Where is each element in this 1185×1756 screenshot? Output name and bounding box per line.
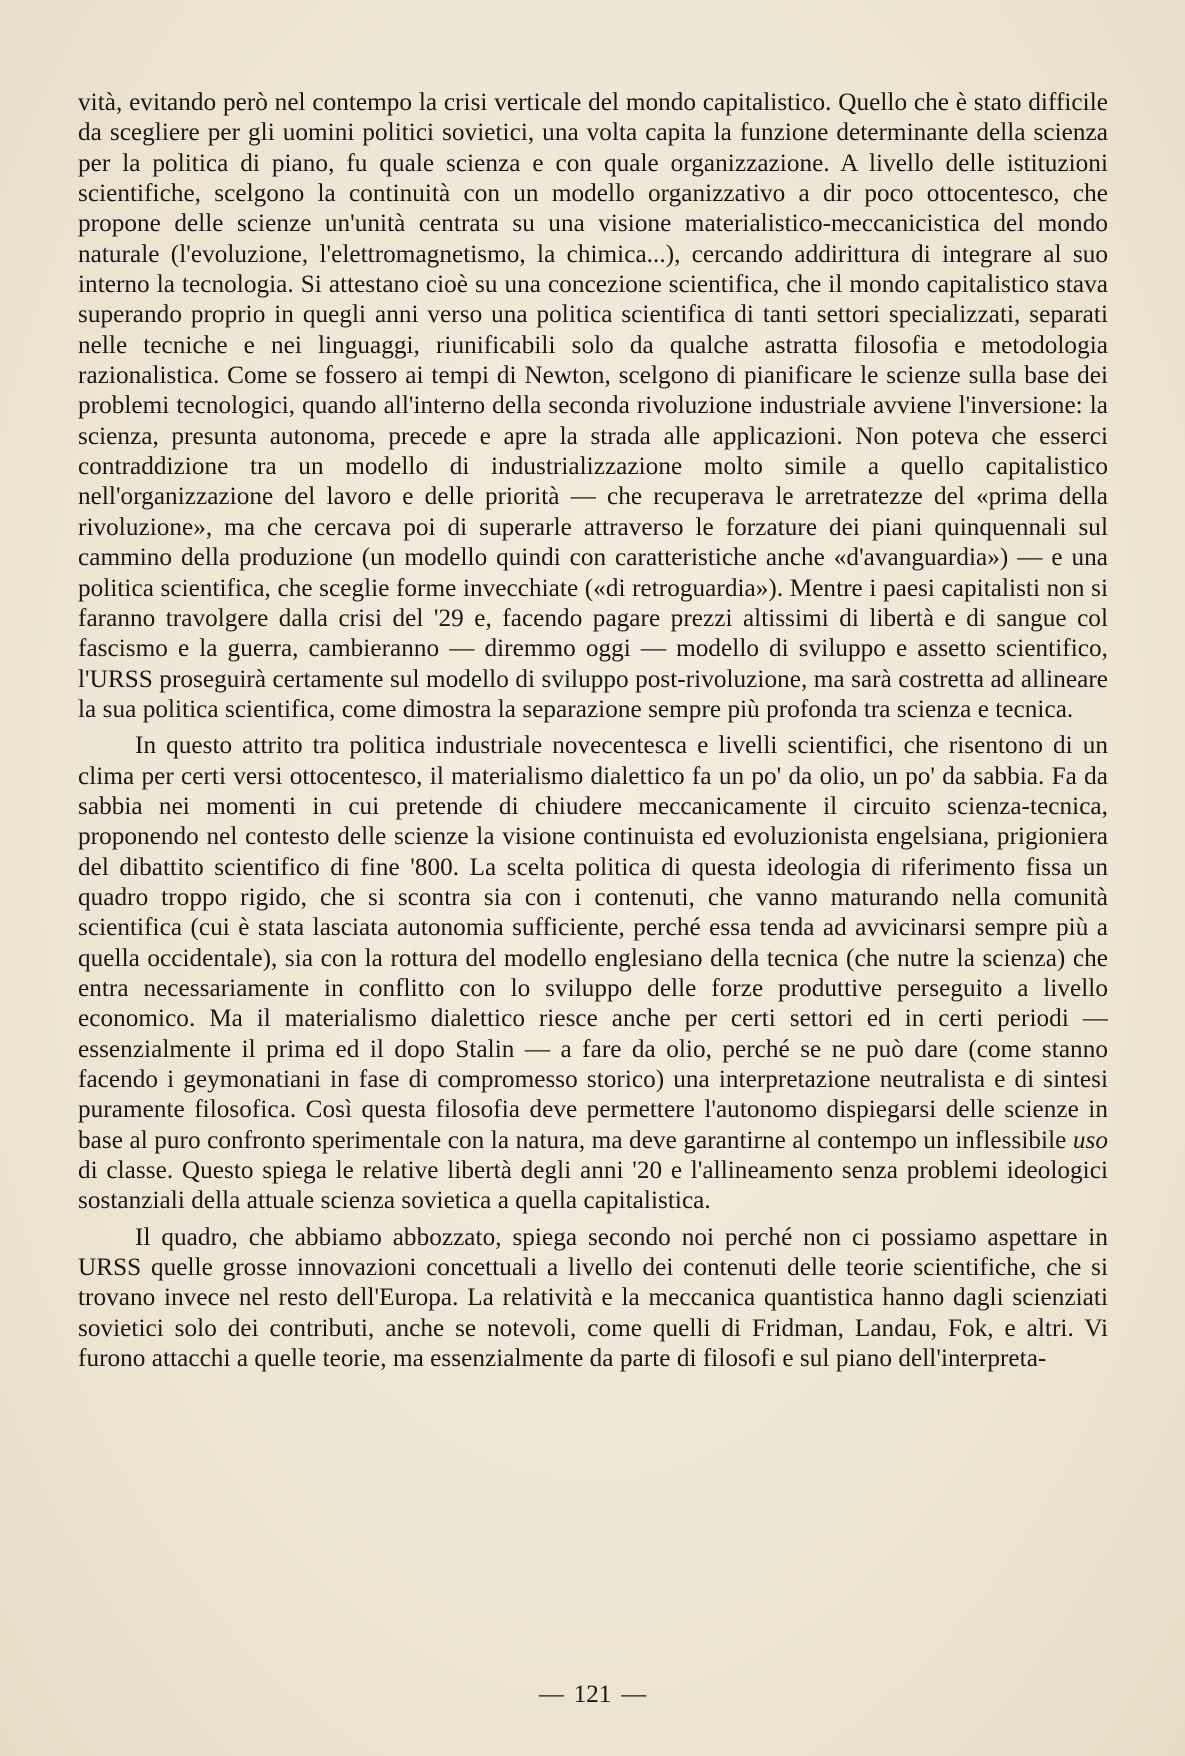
footer-dash-right: — (621, 1681, 647, 1708)
page-number: 121 (573, 1681, 612, 1708)
paragraph-2-emphasis: uso (1072, 1126, 1108, 1154)
paragraph-2 (78, 731, 1108, 1217)
paragraph-3-text: Il quadro, che abbiamo abbozzato, spiega secondo noi perché non ci possiamo aspettare in URSS quelle grosse innovazioni concettuali a livello dei contenuti delle teorie scientifiche, che si trovano invece nel resto dell'Europa. La relatività e la meccanica quantistica hanno dagli scienziati sovietici solo dei contributi, anche se notevoli, come quelli di Fridman, Landau, Fok, e altri. Vi furono attacchi a quelle teorie, ma essenzialmente da parte di filosofi e sul piano dell'interpreta- (78, 1223, 1108, 1373)
footer-dash-left: — (538, 1681, 564, 1708)
page-footer (0, 1680, 1185, 1710)
paragraph-2-text: In questo attrito tra politica industriale novecentesca e livelli scientifici, che risentono di un clima per certi versi ottocentesco, il materialismo dialettico fa un po' da olio, un po' da sabbia. Fa da sabbia nei momenti in cui pretende di chiudere meccanicamente il circuito scienza-tecnica, proponendo nel contesto delle scienze la visione continuista ed evoluzionista engelsiana, prigioniera del dibattito scientifico di fine '800. La scelta politica di questa ideologia di riferimento fissa un quadro troppo rigido, che si scontra sia con i contenuti, che vanno maturando nella comunità scientifica (cui è stata lasciata autonomia sufficiente, perché essa tenda ad avvicinarsi sempre più a quella occidentale), sia con la rottura del modello englesiano della tecnica (che nutre la scienza) che entra necessariamente in conflitto con lo sviluppo delle forze produttive perseguito a livello economico. Ma il materialismo dialettico riesce anche per certi settori ed in certi periodi — essenzialmente il prima ed il dopo Stalin — a fare da olio, perché se ne può dare (come stanno facendo i geymonatiani in fase di compromesso storico) una interpretazione neutralista e di sintesi puramente filosofica. Così questa filosofia deve permettere l'autonomo dispiegarsi delle scienze in base al puro confronto sperimentale con la natura, ma deve garantirne al contempo un inflessibile (78, 732, 1108, 1154)
paragraph-1 (78, 88, 1108, 725)
paragraph-1-text: vità, evitando però nel contempo la crisi verticale del mondo capitalistico. Quello che è stato difficile da scegliere per gli uomini politici sovietici, una volta capita la funzione determinante della scienza per la politica di piano, fu quale scienza e con quale organizzazione. A livello delle istituzioni scientifiche, scelgono la continuità con un modello organizzativo a dir poco ottocentesco, che propone delle scienze un'unità centrata su una visione materialistico-meccanicistica del mondo naturale (l'evoluzione, l'elettromagnetismo, la chimica...), cercando addirittura di integrare al suo interno la tecnologia. Si attestano cioè su una concezione scientifica, che il mondo capitalistico stava superando proprio in quegli anni verso una politica scientifica di tanti settori specializzati, separati nelle tecniche e nei linguaggi, riunificabili solo da qualche astratta filosofia e metodologia razionalistica. Come se fossero ai tempi di Newton, scelgono di pianificare le scienze sulla base dei problemi tecnologici, quando all'interno della seconda rivoluzione industriale avviene l'inversione: la scienza, presunta autonoma, precede e apre la strada alle applicazioni. Non poteva che esserci contraddizione tra un modello di industrializzazione molto simile a quello capitalistico nell'organizzazione del lavoro e delle priorità — che recuperava le arretratezze del «prima della rivoluzione», ma che cercava poi di superarle attraverso le forzature dei piani quinquennali sul cammino della produzione (un modello quindi con caratteristiche anche «d'avanguardia») — e una politica scientifica, che sceglie forme invecchiate («di retroguardia»). Mentre i paesi capitalisti non si faranno travolgere dalla crisi del '29 e, facendo pagare prezzi altissimi di libertà e di sangue col fascismo e la guerra, cambieranno — diremmo oggi — modello di sviluppo e assetto scientifico, l'URSS proseguirà certamente sul modello di sviluppo post-rivoluzione, ma sarà costretta ad allineare la sua politica scientifica, come dimostra la separazione sempre più profonda tra scienza e tecnica. (78, 89, 1108, 723)
page-body (78, 88, 1108, 1374)
paragraph-2-text-after: di classe. Questo spiega le relative libertà degli anni '20 e l'allineamento senza problemi ideologici sostanziali della attuale scienza sovietica a quella capitalistica. (78, 1157, 1108, 1215)
paragraph-3 (78, 1223, 1108, 1375)
